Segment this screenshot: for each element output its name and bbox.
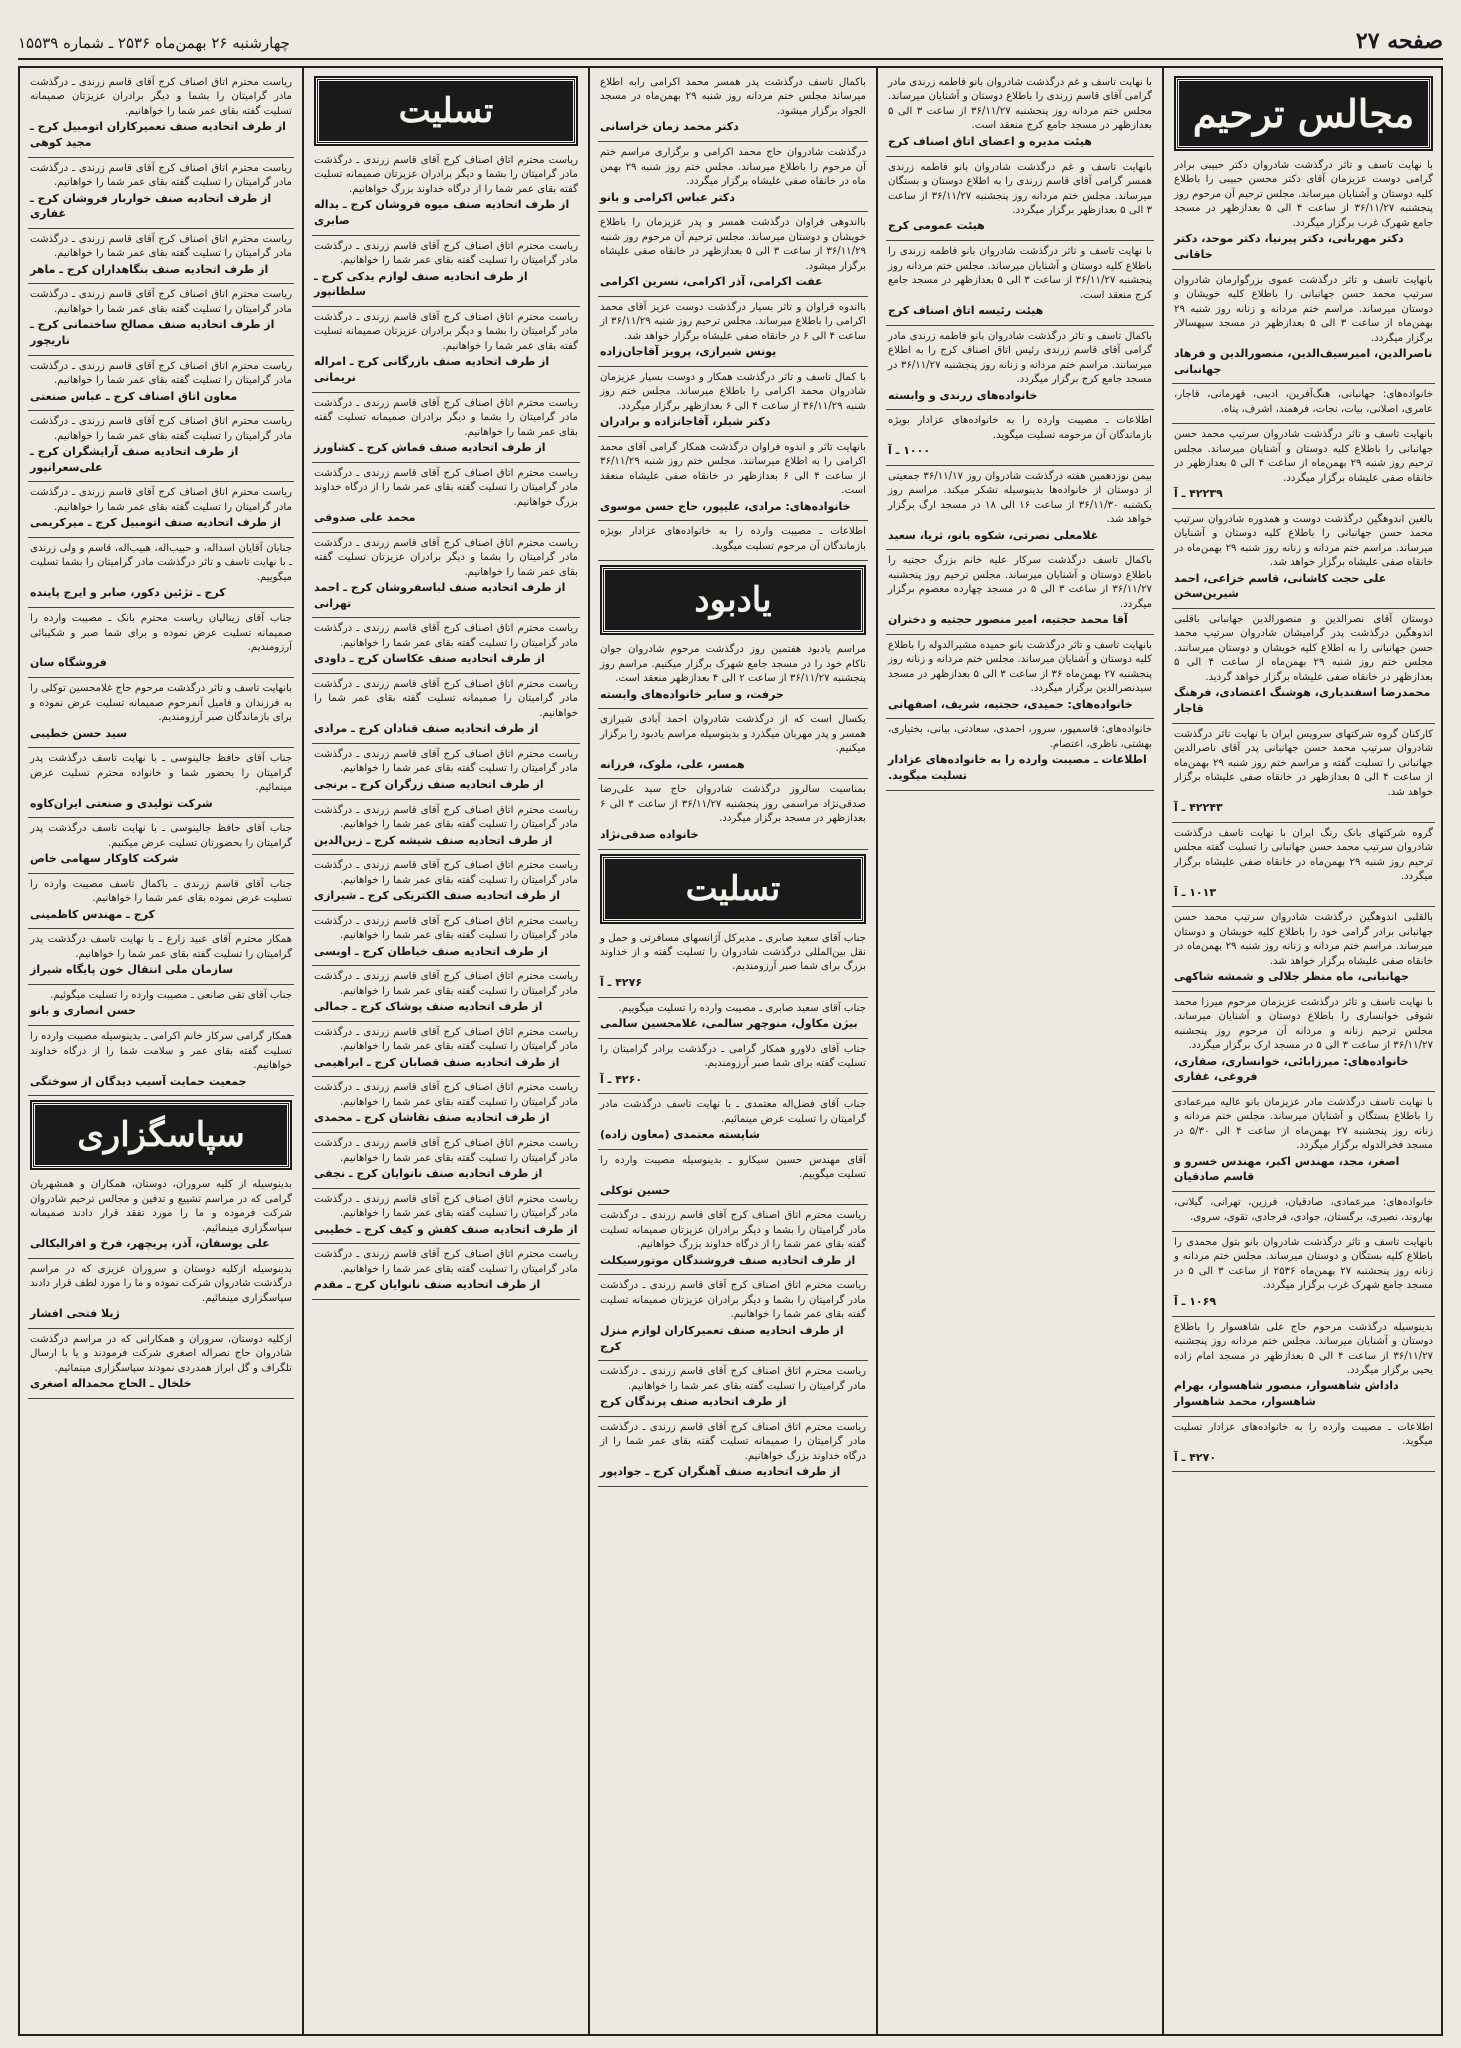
notice-body: یکسال است که از درگذشت شادروان احمد آبادی شیرازی همسر و پدر مهربان میگذرد و بدینوسیله مراسم یادبود را برگزار میکنیم. (599, 714, 866, 755)
notice (1172, 823, 1435, 908)
notice-body: خانواده‌های: قاسمپور، سرور، احمدی، سعادتی، بیانی، بختیاری، بهشتی، ناظری، اعتصام. (888, 724, 1152, 750)
notice-signature: جهانبانی، ماه منظر جلالی و شمشه شاکهی (1174, 970, 1409, 984)
notice (598, 212, 868, 297)
notice-signature: خانواده‌های: میرزابائی، خوانساری، صفاری، فروغی، غفاری (1174, 1054, 1409, 1084)
notice-body: با نهایت تاسف درگذشت مادر عزیزمان بانو عالیه میرعمادی را باطلاع بستگان و آشنایان میرساند. مجلس ختم مردانه و زنانه روز پنجشنبه ۲۷ بهمن‌ماه از ساعت ۴ الی ۵/۳۰ در مسجد فخرالدوله برگزار میگردد. (1174, 1096, 1433, 1152)
notice-body: بیمن نوزدهمین هفته درگذشت شادروان روز ۳۶/۱۱/۱۷ جمعیتی از دوستان از خانواده‌ها بدینوسیله تشکر میکند. مراسم روز یکشنبه ۳۶/۱۱/۳۰ از ساعت ۱۶ الی ۱۸ در مسجد ارگ برگزار خواهد شد. (888, 470, 1152, 526)
notice-body: خانواده‌های: جهانبانی، هنگ‌آفرین، ادیبی، قهرمانی، قاجار، عامری، اصلانی، بیات، نجات، فرهمند، اشرف، پناه. (1174, 389, 1433, 415)
notice (312, 911, 580, 967)
notice-body: ریاست محترم اتاق اصناف کرج آقای قاسم زرندی ـ درگذشت مادر گرامیتان را بشما و دیگر برادران عزیزتان صمیمانه تسلیت گفته بقای عمر شما را خواهانیم. (600, 1280, 866, 1321)
notice-body: خانواده‌های: میرعمادی، صادقیان، فرزین، تهرانی، گیلانی، بهاروند، نصیری، برگستان، جوادی، فرجادی، تقوی، سروی. (1174, 1197, 1433, 1223)
notice-signature: از طرف اتحادیه صنف تعمیرکاران اتومبیل کرج ـ مجید کوهی (30, 120, 286, 150)
notice-body: جناب آقای سعید صابری ـ مصیبت وارده را تسلیت میگوییم. (618, 1002, 866, 1014)
notice (312, 1077, 580, 1133)
notice (28, 1329, 294, 1399)
notice-body: ریاست محترم اتاق اصناف کرج آقای قاسم زرندی ـ درگذشت مادر گرامیتان را تسلیت گفته بقای عمر شما را از درگاه خداوند بزرگ خواهانیم. (314, 467, 578, 508)
notice-body: بمناسبت سالروز درگذشت شادروان حاج سید علی‌رضا صدقی‌نژاد مراسمی روز پنجشنبه ۳۶/۱۱/۲۷ از ساعت ۳ الی ۶ بعدازظهر در مسجد برگزار میگردد. (600, 784, 867, 825)
notice-signature: داداش شاهسوار، منصور شاهسوار، بهرام شاهسوار، محمد شاهسوار (1174, 1379, 1399, 1409)
notice-signature: اطلاعات ـ مصیبت وارده را به خانواده‌های عزادار تسلیت میگوید. (888, 753, 1147, 782)
notice-signature: دکتر عباس اکرامی و بانو (600, 190, 735, 204)
notice (28, 72, 294, 158)
notice-body: ریاست محترم اتاق اصناف کرج آقای قاسم زرندی ـ درگذشت مادر گرامیتان را بشما و دیگر برادران صمیمانه تسلیت گفته بقای عمر شما را خواهانیم. (314, 397, 578, 438)
notice-signature: از طرف اتحادیه صنف شیشه کرج ـ زین‌الدین (314, 833, 553, 847)
notice (886, 635, 1154, 720)
notice-signature: ۴۲۷۶ ـ آ (600, 975, 643, 989)
notice (886, 719, 1154, 790)
notice-signature: ژیلا فتحی افشار (30, 1307, 120, 1321)
notice-body: ریاست محترم اتاق اصناف کرج آقای قاسم زرندی ـ درگذشت مادر گرامیتان را بشما و دیگر برادران عزیزتان تسلیت گفته بقای عمر شما را خواهانیم. (314, 537, 578, 578)
notice-signature: علی حجت کاشانی، قاسم خزاعی، احمد شیرین‌سخن (1174, 571, 1387, 601)
column-divider (876, 68, 878, 2034)
notice (598, 367, 868, 437)
notice-body: جناب آقای سعید صابری ـ مدیرکل آژانسهای مسافرتی و حمل و نقل بین‌المللی درگذشت شادروان را تسلیت گفته و از خداوند بزرگ برای شما صبر آرزومندیم. (600, 932, 866, 973)
notice-body: بانهایت تاسف و تاثر درگذشت شادروان سرتیپ محمد حسن جهانبانی را باطلاع کلیه دوستان و آشنایان میرساند. مجلس ترحیم روز شنبه ۲۹ بهمن‌ماه از ساعت ۴ الی ۵ بعدازظهر در خانقاه صفی علیشاه برگزار میگردد. (1174, 429, 1434, 484)
column-4 (306, 68, 586, 2034)
notice (28, 818, 294, 874)
notice-body: با نهایت تاسف و غم درگذشت شادروان بانو فاطمه زرندی مادر گرامی آقای قاسم زرندی را باطلاع دوستان و آشنایان میرساند. مجلس ختم مردانه روز پنجشنبه ۳۶/۱۱/۲۷ از ساعت ۳ الی ۵ بعدازظهر در مسجد جامع کرج منعقد است. (888, 77, 1152, 132)
column-divider (588, 68, 590, 2034)
notice-signature: خانواده‌های زرندی و وابسته (888, 388, 1038, 402)
issue-date: چهارشنبه ۲۶ بهمن‌ماه ۲۵۳۶ ـ شماره ۱۵۵۳۹ (18, 34, 290, 52)
notice-body: جناب آقای تقی صانعی ـ مصیبت وارده را تسلیت میگوئیم. (50, 989, 292, 1001)
notice-signature: از طرف اتحادیه صنف نانوایان کرج ـ نجفی (314, 1166, 543, 1180)
notice (598, 1094, 868, 1150)
column-2 (880, 68, 1160, 2034)
notice (312, 1133, 580, 1189)
notice-body: ریاست محترم اتاق اصناف کرج آقای قاسم زرندی ـ درگذشت مادر گرامیتان را تسلیت گفته بقای عمر شما را خواهانیم. (314, 971, 578, 997)
notice-signature: خانواده‌های: حمیدی، حجتیه، شریف، اصفهانی (888, 697, 1133, 711)
notice (312, 855, 580, 911)
notice-signature: فروشگاه سان (30, 656, 107, 670)
notice-body: ریاست محترم اتاق اصناف کرج آقای قاسم زرندی ـ درگذشت مادر گرامیتان را بشما و دیگر برادران عزیزتان صمیمانه تسلیت گفته بقای عمر شما را از درگاه خداوند بزرگ خواهانیم. (600, 1210, 866, 1251)
notice-body: ریاست محترم اتاق اصناف کرج آقای قاسم زرندی ـ درگذشت مادر گرامیتان را تسلیت گفته بقای عمر شما را خواهانیم. (314, 915, 578, 942)
notice-signature: از طرف اتحادیه صنف مصالح ساختمانی کرج ـ ناریچور (30, 318, 275, 348)
notice-body: ریاست محترم اتاق اصناف کرج آقای قاسم زرندی ـ درگذشت مادر گرامیتان را تسلیت گفته بقای عمر شما را خواهانیم. (30, 162, 292, 189)
notice-body: ریاست محترم اتاق اصناف کرج آقای قاسم زرندی ـ درگذشت مادر گرامیتان را تسلیت گفته بقای عمر شما را خواهانیم. (30, 416, 292, 442)
notice-signature: بیژن مکاول، منوچهر سالمی، غلامحسین سالمی (600, 1017, 858, 1031)
notice (1172, 992, 1435, 1092)
notice-body: ریاست محترم اتاق اصناف کرج آقای قاسم زرندی ـ درگذشت مادر گرامیتان را صمیمانه تسلیت گفته بقای عمر شما را خواهانیم. (314, 678, 578, 719)
notice-signature: از طرف اتحادیه صنف نقاشان کرج ـ محمدی (314, 1111, 550, 1125)
content-frame (18, 66, 1443, 2036)
notice (28, 411, 294, 482)
notice (598, 142, 868, 212)
notice-body: با نهایت تاسف و تاثر درگذشت عزیزمان مرحوم میرزا محمد شوقی خوانساری را باطلاع دوستان و آشنایان میرساند. مجلس ترحیم زنانه و مردانه آن مرحوم روز پنجشنبه ۳۶/۱۱/۲۷ از ساعت ۳ الی ۵ در مسجد ارک برگزار میگردد. (1174, 996, 1433, 1052)
notice-signature: از طرف اتحادیه صنف نانوایان کرج ـ مقدم (314, 1278, 541, 1292)
notice-signature: یونس شیرازی، پرویز آقاجان‌زاده (600, 345, 777, 359)
notice (886, 466, 1154, 551)
column-1 (1166, 68, 1441, 2034)
notice (312, 393, 580, 463)
notice-signature: آقا محمد حجتیه، امیر منصور حجتیه و دختران (888, 613, 1128, 627)
notice-signature: از طرف اتحادیه صنف زرگران کرج ـ برنجی (314, 777, 544, 791)
notice (28, 1174, 294, 1259)
notice-signature: از طرف اتحادیه صنف آرایشگران کرج ـ علی‌سعرانپور (30, 445, 239, 474)
notice (1172, 724, 1435, 823)
notice (598, 297, 868, 367)
notice (28, 748, 294, 818)
notice-signature: ۴۲۷۰ ـ آ (1174, 1450, 1217, 1464)
notice (598, 1205, 868, 1275)
notice-body: بااندوهی فراوان درگذشت همسر و پدر عزیزمان را باطلاع خویشان و دوستان میرساند. مجلس ترحیم آن مرحوم روز شنبه ۳۶/۱۱/۲۹ از ساعت ۳ الی ۵ بعدازظهر در خانقاه صفی علیشاه برگزار میشود. (600, 217, 867, 272)
notice-signature: از طرف اتحادیه صنف لباسفروشان کرج ـ احمد تهرانی (314, 581, 566, 610)
notice-body: با کمال تاسف و تاثر درگذشت همکار و دوست بسیار عزیزمان شادروان محمد اکرامی را باطلاع میرساند. مجلس ختم روز شنبه ۳۶/۱۱/۲۹ از ساعت ۴ الی ۶ بعدازظهر برگزار میگردد. (600, 371, 866, 412)
notice-body: درگذشت شادروان حاج محمد اکرامی و برگزاری مراسم ختم آن مرحوم را باطلاع میرساند. مجلس ختم روز شنبه ۲۹ بهمن ماه در خانقاه صفی علیشاه برگزار میگردد. (600, 147, 866, 188)
notice (598, 1150, 868, 1206)
notice-body: همکار گرامی سرکار خانم اکرامی ـ بدینوسیله مصیبت وارده را تسلیت گفته بقای عمر و سلامت شما را از درگاه خداوند خواهانیم. (30, 1031, 292, 1072)
notice-signature: کرج ـ تژئین دکور، صابر و ایرج پاینده (30, 586, 226, 600)
notice-signature: خانواده صدقی‌نژاد (600, 827, 699, 841)
notice-body: ریاست محترم اتاق اصناف کرج آقای قاسم زرندی ـ درگذشت مادر گرامیتان را تسلیت گفته بقای عمر شما را خواهانیم. (314, 1249, 578, 1275)
notice-body: باکمال تاسف درگذشت سرکار علیه خانم بزرگ حجتیه را باطلاع دوستان و آشنایان میرساند. مجلس ترحیم روز پنجشنبه ۳۶/۱۱/۲۷ از ساعت ۳ الی ۵ در مسجد چهارده معصوم برگزار میگردد. (888, 555, 1153, 610)
notice-signature: سید حسن خطیبی (30, 726, 128, 740)
notice-body: ریاست محترم اتاق اصناف کرج آقای قاسم زرندی ـ درگذشت مادر گرامیتان را تسلیت گفته بقای عمر شما را خواهانیم. (30, 233, 292, 260)
notice (1172, 270, 1435, 385)
notice-body: ریاست محترم اتاق اصناف کرج آقای قاسم زرندی ـ درگذشت مادر گرامیتان را تسلیت گفته بقای عمر شما را خواهانیم. (314, 1026, 578, 1053)
notice-signature: ۱۰۶۹ ـ آ (1174, 1294, 1217, 1308)
notice-body: جنابان آقایان اسداله، و حبیب‌اله، هبیب‌اله، قاسم و ولی زرندی ـ با نهایت تاسف و تاثر درگذشت مادر گرامیتان را بشما تسلیت میگوییم. (30, 542, 292, 583)
notice-signature: شاپسته معتمدی (معاون زاده) (600, 1128, 760, 1142)
notice (598, 437, 868, 522)
notice-signature: هیئت مدیره و اعضای اتاق اصناف کرج (888, 134, 1092, 148)
notice-body: ریاست محترم اتاق اصناف کرج آقای قاسم زرندی ـ درگذشت مادر گرامیتان را تسلیت گفته بقای عمر شما را خواهانیم. (30, 360, 292, 387)
notice-signature: ۱۰۱۳ ـ آ (1174, 885, 1217, 899)
notice-body: بانهایت تاسف و غم درگذشت شادروان بانو فاطمه زرندی همسر گرامی آقای قاسم زرندی را به اطلاع دوستان و بستگان میرساند. مجلس ختم مردانه روز پنجشنبه ۳۶/۱۱/۲۷ از ساعت ۳ الی ۵ بعدازظهر برگزار میگردد. (888, 161, 1153, 216)
notice-signature: از طرف اتحادیه صنف قصابان کرج ـ ابراهیمی (314, 1055, 560, 1069)
notice (1172, 1192, 1435, 1232)
notice-signature: اصغر، مجد، مهندس اکبر، مهندس خسرو و قاسم صادقیان (1174, 1154, 1400, 1184)
notice-signature: از طرف اتحادیه صنف فروشندگان موتورسیکلت (600, 1253, 856, 1267)
notice-body: بدینوسیله از کلیه سروران، دوستان، همکاران و همشهریان گرامی که در مراسم تشییع و تدفین و مجالس ترحیم شادروان شرکت فرموده و ما را مورد تفقد قرار دادند صمیمانه سپاسگزاری مینمائیم. (30, 1179, 292, 1234)
notice (28, 985, 294, 1026)
notice-signature: محمد علی صدوقی (314, 511, 416, 525)
notice-body: بانهایت تاسف و تاثر درگذشت شادروان بانو بتول محمدی را باطلاع کلیه بستگان و دوستان میرساند. مجلس ختم مردانه و زنانه روز پنجشنبه ۲۷ بهمن‌ماه ۲۵۳۶ از ساعت ۳ الی ۵ در مسجد جامع شهرک غرب برگزار میگردد. (1174, 1237, 1434, 1292)
notice (28, 538, 294, 608)
notice-body: جناب آقای حافظ جالینوسی ـ با نهایت تاسف درگذشت پدر گرامیتان را بحضورتان تسلیت عرض میکنیم. (30, 823, 292, 849)
notice-body: بدینوسیله درگذشت مرحوم حاج علی شاهسوار را باطلاع دوستان و آشنایان میرساند. مجلس ختم مردانه روز پنجشنبه ۳۶/۱۱/۲۷ از ساعت ۴ الی ۵ بعدازظهر در مسجد امام زاده یحیی برگزار میگردد. (1174, 1321, 1434, 1376)
notice-signature: ۱۰۰۰ ـ آ (888, 444, 931, 458)
notice-signature: شرکت کاوکار سهامی خاص (30, 852, 179, 866)
notice (28, 1259, 294, 1329)
banner-tasliyat: تسلیت (316, 78, 576, 144)
notice-signature: از طرف اتحادیه صنف میوه فروشان کرج ـ یداله صابری (314, 198, 570, 228)
banner-sepasgozari: سپاسگزاری (32, 1102, 290, 1168)
notice (886, 72, 1154, 157)
notice-body: ریاست محترم اتاق اصناف کرج آقای قاسم زرندی ـ درگذشت مادر گرامیتان را بشما و دیگر برادران عزیزتان صمیمانه تسلیت گفته بقای عمر شما را خواهانیم. (314, 311, 578, 352)
notice-signature: غلامعلی نصرتی، شکوه بانو، ثریا، سعید (888, 528, 1099, 542)
notice-body: ریاست محترم اتاق اصناف کرج آقای قاسم زرندی ـ درگذشت مادر گرامیتان را تسلیت گفته بقای عمر شما را خواهانیم. (30, 487, 292, 513)
notice-signature: از طرف اتحادیه صنف بنگاهداران کرج ـ ماهر (30, 262, 269, 276)
notice-body: ریاست محترم اتاق اصناف کرج آقای قاسم زرندی ـ درگذشت مادر گرامیتان را تسلیت گفته بقای عمر شما را خواهانیم. (314, 804, 578, 831)
notice (312, 800, 580, 856)
notice-signature: حرفت، و سایر خانواده‌های وابسته (600, 687, 784, 701)
notice (312, 307, 580, 393)
notice-signature: حسین توکلی (600, 1183, 671, 1197)
notice-body: ریاست محترم اتاق اصناف کرج آقای قاسم زرندی ـ درگذشت مادر گرامیتان را تسلیت گفته بقای عمر شما را خواهانیم. (314, 1138, 578, 1164)
notice-body: با نهایت تاسف و تاثر درگذشت شادروان دکتر حبیبی برادر گرامی دوست عزیزمان آقای دکتر محسن حبیبی را باطلاع کلیه دوستان و آشنایان میرساند. مجلس ترحیم آن مرحوم روز پنجشنبه ۳۶/۱۱/۲۷ از ساعت ۴ الی ۵ بعدازظهر در مسجد جامع شهرک غرب برگزار میگردد. (1174, 160, 1433, 229)
notice-signature: از طرف اتحادیه صنف کفش و کیف کرج ـ خطیبی (314, 1222, 578, 1236)
notice-body: جناب آقای دلاورو همکار گرامی ـ درگذشت برادر گرامیتان را تسلیت گفته برای شما صبر آرزومندیم. (600, 1043, 866, 1070)
notice (312, 236, 580, 307)
notice-body: جناب آقای حافظ جالینوسی ـ با نهایت تاسف درگذشت پدر گرامیتان را بحضور شما و خانواده محترم تسلیت عرض مینمائیم. (30, 753, 292, 794)
column-divider (302, 68, 304, 2034)
notice (312, 533, 580, 619)
notice (598, 521, 868, 561)
notice (598, 998, 868, 1039)
notice (1172, 1092, 1435, 1192)
notice (886, 157, 1154, 242)
notice (1172, 1232, 1435, 1317)
notice-body: مراسم یادبود هفتمین روز درگذشت مرحوم شادروان جوان ناکام خود را در مسجد جامع شهرک برگزار میکنیم. مراسم روز پنجشنبه ۳۶/۱۱/۲۷ از ساعت ۲ الی ۴ بعدازظهر منعقد است. (600, 644, 866, 685)
notice-signature: خانواده‌های: مرادی، علیپور، حاج حسن موسوی (600, 499, 851, 513)
notice-signature: از طرف اتحادیه صنف لوازم یدکی کرج ـ سلطانپور (314, 269, 528, 299)
notice-signature: ناصرالدین، امیرسیف‌الدین، منصورالدین و فرهاد جهانبانی (1174, 347, 1433, 376)
notice-signature: از طرف اتحادیه صنف الکتریکی کرج ـ شیرازی (314, 889, 561, 903)
notice (312, 966, 580, 1022)
notice (598, 1417, 868, 1487)
notice-signature: از طرف اتحادیه صنف آهنگران کرج ـ جوادپور (600, 1465, 841, 1479)
notice-body: بااندوه فراوان و تاثر بسیار درگذشت دوست عزیز آقای محمد اکرامی را باطلاع میرساند. مجلس ترحیم روز شنبه ۳۶/۱۱/۲۹ از ساعت ۴ الی ۶ در خانقاه صفی علیشاه برگزار خواهد شد. (600, 301, 866, 342)
notice-signature: شرکت تولیدی و صنعتی ایران‌کاوه (30, 796, 213, 810)
notice-body: ریاست محترم اتاق اصناف کرج آقای قاسم زرندی ـ درگذشت مادر گرامیتان را تسلیت گفته بقای عمر شما را خواهانیم. (314, 240, 578, 267)
notice-body: بالقلبی اندوهگین درگذشت شادروان سرتیپ محمد حسن جهانبانی برادر گرامی خود را باطلاع کلیه خویشان و دوستان میرساند. مراسم ختم مردانه و زنانه روز شنبه ۲۹ بهمن‌ماه در خانقاه صفی علیشاه برگزار خواهد شد. (1174, 912, 1433, 967)
notice (598, 928, 868, 998)
notice (28, 482, 294, 538)
notice-body: بالغین اندوهگین درگذشت دوست و همدوره شادروان سرتیپ محمد حسن جهانبانی را باطلاع کلیه دوستان و آشنایان میرساند. مراسم ختم مردانه و زنانه روز شنبه ۲۹ بهمن‌ماه در خانقاه صفی علیشاه برگزار خواهد شد. (1174, 513, 1433, 569)
column-divider (1162, 68, 1164, 2034)
notice-signature: از طرف اتحادیه صنف خیاطان کرج ـ اویسی (314, 944, 548, 958)
notice (312, 463, 580, 533)
notice-body: ریاست محترم اتاق اصناف کرج آقای قاسم زرندی ـ درگذشت مادر گرامیتان را تسلیت گفته بقای عمر شما را خواهانیم. (600, 1366, 866, 1392)
notice-signature: دکتر محمد زمان خراسانی (600, 120, 739, 134)
notice-body: باکمال تاسف و تاثر درگذشت شادروان بانو فاطمه زرندی مادر گرامی آقای قاسم زرندی رئیس اتاق اصناف کرج را به اطلاع میرسانند. مراسم ختم مردانه و زنانه روز پنجشنبه ۳۶/۱۱/۲۷ در مسجد جامع کرج برگزار میگردد. (888, 330, 1152, 386)
notice-body: بانهایت تاثر و اندوه فراوان درگذشت همکار گرامی آقای محمد اکرامی را به اطلاع میرسانند. مجلس ختم روز شنبه ۳۶/۱۱/۲۹ از ساعت ۴ الی ۶ بعدازظهر در خانقاه صفی علیشاه منعقد است. (600, 441, 866, 497)
notice (886, 326, 1154, 411)
notice (28, 608, 294, 678)
notice (886, 410, 1154, 466)
notice-body: بانهایت تاسف و تاثر درگذشت عموی بزرگوارمان شادروان سرتیپ محمد حسن جهانبانی را باطلاع کلیه خویشان و دوستان میرساند. مراسم ختم مردانه و زنانه روز شنبه ۲۹ بهمن‌ماه از ساعت ۳ الی ۵ بعدازظهر در مسجد سپهسالار برگزار میگردد. (1174, 274, 1434, 344)
notice-body: جناب آقای فضل‌اله معتمدی ـ با نهایت تاسف درگذشت مادر گرامیتان را تسلیت عرض مینمائیم. (600, 1099, 866, 1125)
notice (1172, 907, 1435, 992)
notice-body: جناب آقای قاسم زرندی ـ باکمال تاسف مصیبت وارده را تسلیت عرض نموده بقای عمر شما را خواهانیم. (30, 878, 292, 905)
masthead (18, 14, 1443, 60)
page-number: صفحه ۲۷ (1355, 28, 1443, 54)
notice-body: گروه شرکتهای بانک رنگ ایران با نهایت تاسف درگذشت شادروان سرتیپ محمد حسن جهانبانی را تسلیت گفته مجلس ترحیم روز شنبه ۲۹ بهمن‌ماه در خانقاه صفی علیشاه برگزار میگردد. (1174, 827, 1433, 883)
notice (598, 1275, 868, 1361)
notice (1172, 384, 1435, 424)
notice (598, 1361, 868, 1417)
notice-body: ریاست محترم اتاق اصناف کرج آقای قاسم زرندی ـ درگذشت مادر گرامیتان را تسلیت گفته بقای عمر شما را خواهانیم. (30, 289, 292, 315)
notice-signature: معاون اتاق اصناف کرج ـ عباس صنعتی (30, 389, 238, 403)
notice-body: بانهایت تاسف و تاثر درگذشت بانو حمیده مشیرالدوله را باطلاع کلیه دوستان و آشنایان میرساند. مجلس ختم مردانه و زنانه روز پنجشنبه ۲۷ بهمن‌ماه ۳۶ از ساعت ۳ الی ۵ بعدازظهر در مسجد سیدنصرالدین برگزار میگردد. (887, 639, 1152, 695)
notice-signature: از طرف اتحادیه صنف خواربار فروشان کرج ـ غفاری (30, 191, 272, 221)
notice-body: ریاست محترم اتاق اصناف کرج آقای قاسم زرندی ـ درگذشت مادر گرامیتان را تسلیت گفته بقای عمر شما را خواهانیم. (314, 748, 578, 775)
notice (28, 874, 294, 930)
notice (1172, 1317, 1435, 1417)
notice-body: همکار محترم آقای عبید زارع ـ با نهایت تاسف درگذشت پدر گرامیتان را تسلیت گفته بقای عمر شما را خواهانیم. (30, 934, 292, 960)
notice-signature: علی یوسفان، آذر، پریچهر، فرخ و افرالیکالی (30, 1237, 270, 1251)
notice (312, 150, 580, 236)
notice-signature: حسن انصاری و بانو (30, 1004, 136, 1018)
notice-signature: ۴۲۲۴۳ ـ آ (1174, 801, 1223, 815)
notice (28, 229, 294, 285)
notice-body: ریاست محترم اتاق اصناف کرج آقای قاسم زرندی ـ درگذشت مادر گرامیتان را تسلیت گفته بقای عمر شما را خواهانیم. (314, 860, 578, 886)
banner-tasliyat-mid: تسلیت (602, 856, 864, 922)
notice-body: ریاست محترم اتاق اصناف کرج آقای قاسم زرندی ـ درگذشت مادر گرامیتان را تسلیت گفته بقای عمر شما را خواهانیم. (314, 623, 578, 649)
notice (312, 618, 580, 674)
notice-signature: محمدرضا اسفندیاری، هوشنگ اعتضادی، فرهنگ قاجار (1174, 686, 1431, 715)
column-5 (22, 68, 300, 2034)
notice-signature: دکتر مهربانی، دکتر پیرنیا، دکتر موحد، دکتر خاقانی (1174, 232, 1404, 262)
notice (28, 356, 294, 412)
notice (312, 744, 580, 800)
notice (1172, 509, 1435, 609)
notice (28, 284, 294, 355)
banner-majales-tarhim: مجالس ترحیم (1176, 78, 1431, 149)
notice-body: باکمال تاسف درگذشت پدر همسر محمد اکرامی رابه اطلاع میرساند مجلس ختم مردانه روز شنبه ۲۹ بهمن‌ماه در مسجد الجواد برگزار میشود. (600, 77, 866, 117)
notice-body: ریاست محترم اتاق اصناف کرج آقای قاسم زرندی ـ درگذشت مادر گرامیتان را بشما و دیگر برادران عزیزتان صمیمانه تسلیت گفته بقای عمر شما را خواهانیم. (30, 77, 292, 117)
notice-signature: ۴۲۲۳۹ ـ آ (1174, 487, 1223, 501)
notice-body: کارکنان گروه شرکتهای سرویس ایران با نهایت تاثر درگذشت شادروان سرتیپ محمد حسن جهانبانی پدر آقای ناصرالدین جهانبانی را تسلیت گفته و مراسم ختم روز شنبه ۲۹ بهمن‌ماه از ساعت ۴ الی ۵ بعدازظهر در خانقاه صفی علیشاه برگزار خواهد شد. (1174, 728, 1434, 798)
notice (312, 1189, 580, 1245)
notice-body: اطلاعات ـ مصیبت وارده را به خانواده‌های عزادار بویژه بازماندگان آن مرحوم تسلیت میگوید. (600, 526, 866, 552)
notice-body: بانهایت تاسف و تاثر درگذشت مرحوم حاج غلامحسین توکلی را به فرزندان و فامیل آنمرحوم صمیمانه تسلیت عرض نموده و برای بازماندگان صبر آرزومندیم. (30, 683, 292, 724)
notice-body: ریاست محترم اتاق اصناف کرج آقای قاسم زرندی ـ درگذشت مادر گرامیتان را بشما و دیگر برادران عزیزتان صمیمانه تسلیت گفته بقای عمر شما را از درگاه خداوند بزرگ خواهانیم. (314, 155, 578, 195)
notice-signature: سازمان ملی انتقال خون پایگاه شیراز (30, 963, 234, 977)
notice-body: بدینوسیله ازکلیه دوستان و سروران عزیزی که در مراسم درگذشت شادروان شرکت نموده و ما را مورد لطف قرار دادند سپاسگزاری مینمائیم. (30, 1263, 292, 1304)
notice-body: ریاست محترم اتاق اصناف کرج آقای قاسم زرندی ـ درگذشت مادر گرامیتان را صمیمانه تسلیت گفته بقای عمر شما را از درگاه خداوند بزرگ خواهانیم. (600, 1421, 866, 1462)
notice-signature: جمعیت حمایت آسیب دیدگان از سوختگی (30, 1074, 247, 1088)
notice-signature: هیئت رئیسه اتاق اصناف کرج (888, 304, 1044, 318)
notice-signature: از طرف اتحادیه صنف پوشاک کرج ـ جمالی (314, 1000, 543, 1014)
column-3 (592, 68, 874, 2034)
notice-signature: از طرف اتحادیه صنف قنادان کرج ـ مرادی (314, 722, 539, 736)
notice-body: اطلاعات ـ مصیبت وارده را به خانواده‌های عزادار تسلیت میگوید. (1174, 1421, 1433, 1448)
notice (28, 158, 294, 229)
notice (1172, 1417, 1435, 1473)
notice (598, 72, 868, 142)
notice (886, 550, 1154, 635)
notice (598, 779, 868, 849)
notice-signature: خلخال ـ الحاج محمداله اصغری (30, 1377, 192, 1391)
notice-body: ریاست محترم اتاق اصناف کرج آقای قاسم زرندی ـ درگذشت مادر گرامیتان را تسلیت گفته بقای عمر شما را خواهانیم. (314, 1193, 578, 1220)
notice (28, 929, 294, 985)
notice-signature: از طرف اتحادیه صنف اتومبیل کرج ـ میرکریمی (30, 516, 281, 530)
notice (1172, 424, 1435, 509)
notice-signature: ۴۲۶۰ ـ آ (600, 1072, 643, 1086)
notice-body: اطلاعات ـ مصیبت وارده را به خانواده‌های عزادار بویژه بازماندگان آن مرحومه تسلیت میگوید. (888, 415, 1152, 441)
notice-body: ازکلیه دوستان، سروران و همکارانی که در مراسم درگذشت شادروان حاج نصراله اصغری شرکت فرمودند و یا با ارسال تلگراف و گل ابراز همدردی نمودند سپاسگزاری مینمائیم. (30, 1333, 292, 1374)
notice-body: ریاست محترم اتاق اصناف کرج آقای قاسم زرندی ـ درگذشت مادر گرامیتان را تسلیت گفته بقای عمر شما را خواهانیم. (314, 1082, 578, 1108)
notice-signature: از طرف اتحادیه صنف عکاسان کرج ـ داودی (314, 652, 545, 666)
notice (28, 1026, 294, 1096)
newspaper-page (18, 14, 1443, 2036)
notice (312, 674, 580, 744)
notice-signature: هیئت عمومی کرج (888, 219, 985, 233)
notice-signature: از طرف اتحادیه صنف بازرگانی کرج ـ امراله نریمانی (314, 355, 550, 384)
notice (598, 639, 868, 709)
notice-signature: از طرف اتحادیه صنف تعمیرکاران لوازم منزل کرج (600, 1323, 844, 1353)
notice-signature: کرج ـ مهندس کاظمینی (30, 907, 155, 921)
notice-signature: همسر، علی، ملوک، فرزانه (600, 757, 745, 771)
banner-yadbood: یادبود (602, 567, 864, 633)
notice-signature: دکتر شیلر، آقاجانزاده و برادران (600, 415, 771, 429)
notice-body: آقای مهندس حسین سیکارو ـ بدینوسیله مصیبت وارده را تسلیت میگوییم. (600, 1154, 866, 1181)
notice (312, 1244, 580, 1300)
notice (1172, 609, 1435, 724)
notice (312, 1022, 580, 1078)
notice (598, 1039, 868, 1095)
notice-signature: از طرف اتحادیه صنف پرندگان کرج (600, 1395, 787, 1409)
notice (28, 678, 294, 748)
notice (598, 709, 868, 779)
notice (1172, 155, 1435, 270)
notice-body: دوستان آقای نصرالدین و منصورالدین جهانبانی باقلبی اندوهگین درگذشت پدر گرامیشان شادروان سرتیپ محمد حسن جهانبانی را به اطلاع کلیه خویشان و دوستان میرسانند. مجلس ختم روز شنبه ۲۹ بهمن‌ماه از ساعت ۴ الی ۵ بعدازظهر در خانقاه صفی علیشاه برگزار خواهد گردید. (1174, 613, 1434, 683)
notice (886, 241, 1154, 326)
notice-signature: از طرف اتحادیه صنف قماش کرج ـ کشاورز (314, 440, 546, 454)
notice-body: جناب آقای زینالیان ریاست محترم بانک ـ مصیبت وارده را صمیمانه تسلیت عرض نموده و برای شما صبر و شکیبائی آرزومندیم. (30, 613, 292, 653)
notice-body: با نهایت تاسف و تاثر درگذشت شادروان بانو فاطمه زرندی را باطلاع کلیه دوستان و آشنایان میرساند. مجلس ختم مردانه روز پنجشنبه ۳۶/۱۱/۲۷ از ساعت ۳ الی ۵ بعدازظهر در مسجد جامع کرج منعقد است. (888, 246, 1152, 301)
notice-signature: عفت اکرامی، آذر اکرامی، نسرین اکرامی (600, 275, 823, 289)
